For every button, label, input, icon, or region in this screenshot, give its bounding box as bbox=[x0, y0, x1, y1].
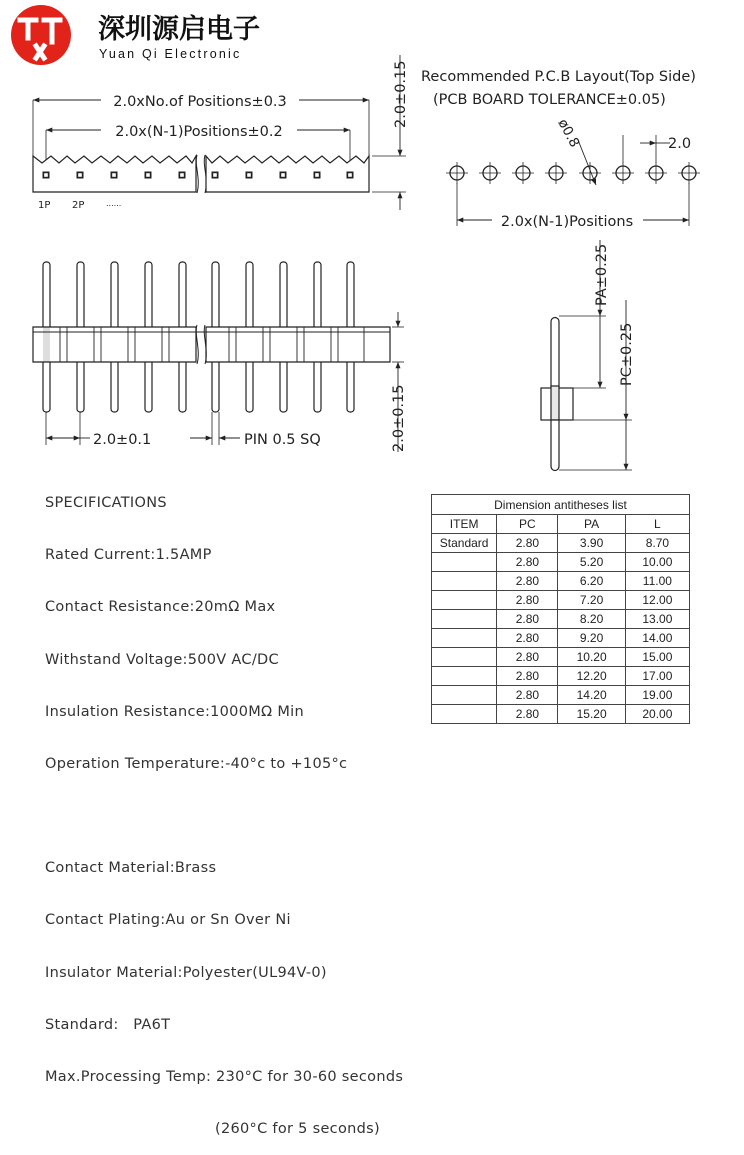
cell-pa: 3.90 bbox=[558, 534, 625, 553]
spec-contact-material: Contact Material:Brass bbox=[45, 860, 217, 877]
side-view bbox=[541, 240, 635, 471]
table-row bbox=[432, 553, 690, 572]
spec-rated-current: Rated Current:1.5AMP bbox=[45, 547, 212, 564]
dimension-table-caption: Dimension antitheses list bbox=[432, 495, 690, 515]
table-row bbox=[432, 591, 690, 610]
strip-height-dim: 2.0±0.15 bbox=[393, 60, 409, 128]
cell-pa: 9.20 bbox=[558, 629, 625, 648]
cell-pa: 7.20 bbox=[558, 591, 625, 610]
pcb-tolerance-note: (PCB BOARD TOLERANCE±0.05) bbox=[433, 92, 666, 108]
cell-pc: 2.80 bbox=[497, 591, 558, 610]
cell-l: 20.00 bbox=[625, 705, 689, 724]
cell-l: 10.00 bbox=[625, 553, 689, 572]
logo-english-name: Yuan Qi Electronic bbox=[99, 47, 242, 61]
pin1-label: 1P bbox=[38, 200, 51, 211]
cell-item bbox=[432, 553, 497, 572]
dimension-table bbox=[431, 494, 690, 724]
hole-diameter-dim: ø0.8 bbox=[554, 116, 583, 151]
cell-item bbox=[432, 591, 497, 610]
front-pitch-dim: 2.0±0.1 bbox=[93, 432, 152, 448]
cell-item bbox=[432, 629, 497, 648]
cell-pc: 2.80 bbox=[497, 553, 558, 572]
cell-l: 12.00 bbox=[625, 591, 689, 610]
body-height-dim: 2.0±0.15 bbox=[391, 384, 407, 452]
header-item: ITEM bbox=[432, 515, 497, 534]
cell-pc: 2.80 bbox=[497, 629, 558, 648]
cell-item bbox=[432, 648, 497, 667]
cell-item bbox=[432, 686, 497, 705]
spec-max-temp-alt: (260°C for 5 seconds) bbox=[215, 1121, 380, 1138]
spec-withstand-voltage: Withstand Voltage:500V AC/DC bbox=[45, 651, 279, 668]
pitch-span-dim: 2.0x(N-1)Positions±0.2 bbox=[115, 124, 283, 140]
specifications-block bbox=[45, 461, 403, 1155]
spec-insulation-resistance: Insulation Resistance:1000MΩ Min bbox=[45, 703, 304, 720]
spec-spacer bbox=[45, 806, 403, 826]
spec-contact-plating: Contact Plating:Au or Sn Over Ni bbox=[45, 912, 291, 929]
pa-dim: PA±0.25 bbox=[594, 243, 610, 306]
table-row bbox=[432, 534, 690, 553]
cell-pc: 2.80 bbox=[497, 534, 558, 553]
spec-operation-temperature: Operation Temperature:-40°c to +105°c bbox=[45, 756, 348, 773]
cell-pc: 2.80 bbox=[497, 572, 558, 591]
table-row bbox=[432, 629, 690, 648]
cell-pa: 6.20 bbox=[558, 572, 625, 591]
spec-max-temp: Max.Processing Temp: 230°C for 30-60 seconds bbox=[45, 1069, 404, 1086]
cell-pc: 2.80 bbox=[497, 686, 558, 705]
spec-title: SPECIFICATIONS bbox=[45, 495, 167, 511]
cell-pc: 2.80 bbox=[497, 705, 558, 724]
spec-contact-resistance: Contact Resistance:20mΩ Max bbox=[45, 599, 276, 616]
cell-l: 14.00 bbox=[625, 629, 689, 648]
spec-insulator-material: Insulator Material:Polyester(UL94V-0) bbox=[45, 964, 327, 981]
cell-item bbox=[432, 610, 497, 629]
cell-l: 15.00 bbox=[625, 648, 689, 667]
cell-pa: 12.20 bbox=[558, 667, 625, 686]
table-row bbox=[432, 705, 690, 724]
table-row bbox=[432, 648, 690, 667]
cell-pc: 2.80 bbox=[497, 610, 558, 629]
pc-dim: PC±0.25 bbox=[619, 322, 635, 386]
cell-l: 13.00 bbox=[625, 610, 689, 629]
top-view bbox=[33, 55, 409, 211]
cell-item bbox=[432, 667, 497, 686]
pin2-label: 2P bbox=[72, 200, 85, 211]
header-pa: PA bbox=[558, 515, 625, 534]
cell-pa: 10.20 bbox=[558, 648, 625, 667]
table-row bbox=[432, 686, 690, 705]
cell-item bbox=[432, 572, 497, 591]
cell-l: 8.70 bbox=[625, 534, 689, 553]
table-row bbox=[432, 610, 690, 629]
cell-pa: 8.20 bbox=[558, 610, 625, 629]
cell-pa: 5.20 bbox=[558, 553, 625, 572]
header-pc: PC bbox=[497, 515, 558, 534]
pcb-span-dim: 2.0x(N-1)Positions bbox=[500, 214, 634, 230]
logo-chinese-name: 深圳源启电子 bbox=[98, 14, 260, 45]
cell-l: 11.00 bbox=[625, 572, 689, 591]
spec-standard: Standard: PA6T bbox=[45, 1016, 171, 1033]
pcb-layout bbox=[421, 69, 700, 230]
cell-pa: 14.20 bbox=[558, 686, 625, 705]
cell-pa: 15.20 bbox=[558, 705, 625, 724]
table-row bbox=[432, 572, 690, 591]
cell-pc: 2.80 bbox=[497, 667, 558, 686]
pcb-pitch-dim: 2.0 bbox=[668, 136, 692, 152]
cell-item: Standard bbox=[432, 534, 497, 553]
pcb-layout-title: Recommended P.C.B Layout(Top Side) bbox=[421, 69, 696, 85]
company-logo bbox=[11, 5, 260, 65]
header-l: L bbox=[625, 515, 689, 534]
total-length-dim: 2.0xNo.of Positions±0.3 bbox=[113, 94, 287, 110]
cell-l: 17.00 bbox=[625, 667, 689, 686]
cell-item bbox=[432, 705, 497, 724]
cell-pc: 2.80 bbox=[497, 648, 558, 667]
table-row bbox=[432, 667, 690, 686]
pin-size-dim: PIN 0.5 SQ bbox=[244, 432, 321, 448]
cell-l: 19.00 bbox=[625, 686, 689, 705]
pin-continuation-dots: ...... bbox=[106, 199, 122, 208]
front-view bbox=[33, 262, 407, 452]
